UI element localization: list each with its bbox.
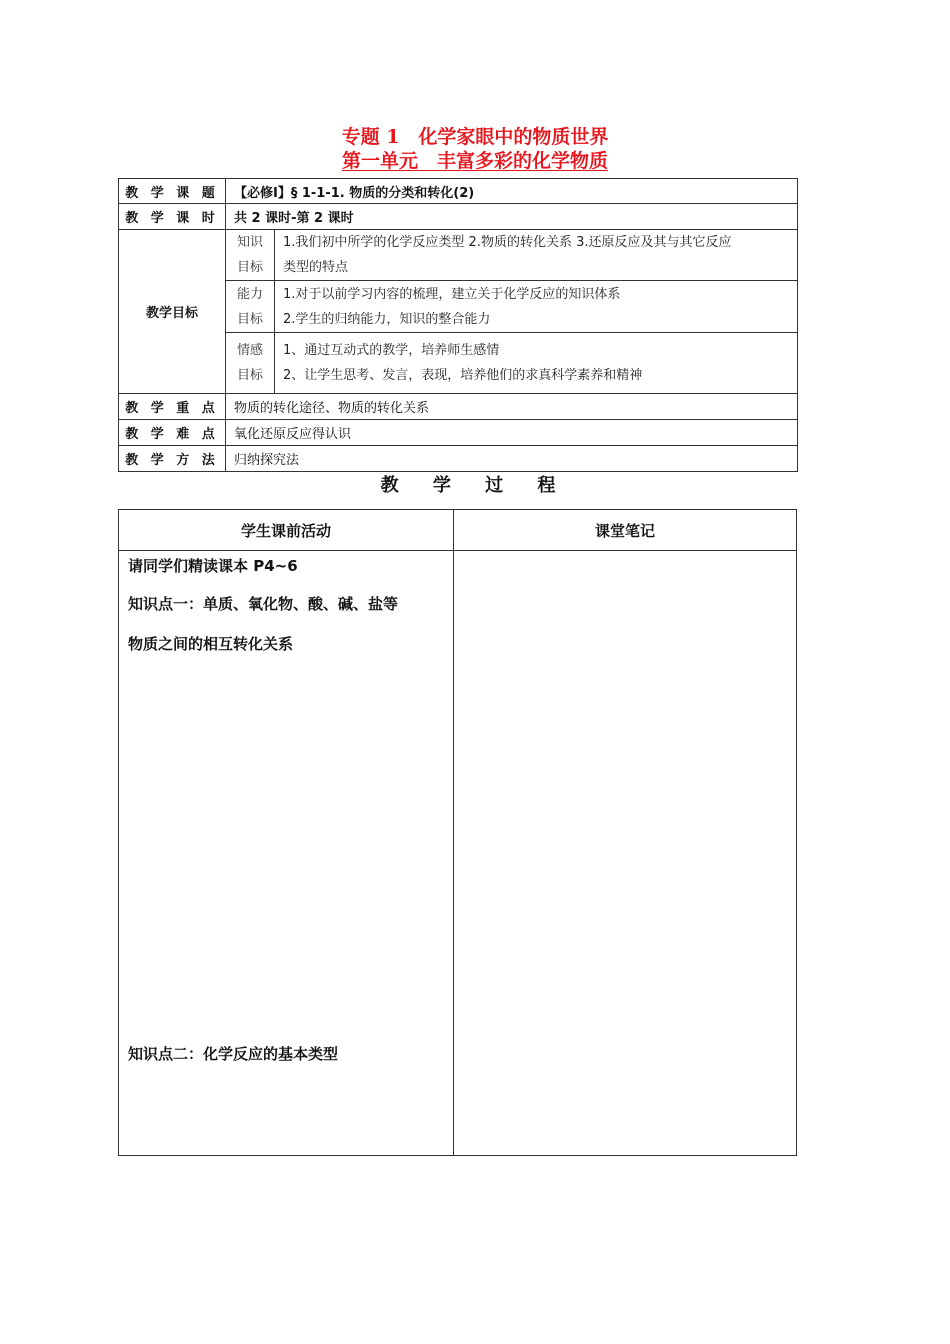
hours-row	[119, 204, 798, 230]
class-notes-header: 课堂笔记	[454, 510, 797, 551]
hours-label: 教 学 课 时	[119, 204, 226, 230]
topic-row	[119, 179, 798, 204]
method-label: 教 学 方 法	[119, 446, 226, 472]
process-heading: 教 学 过 程	[380, 475, 570, 496]
goals-label: 教学目标	[119, 230, 226, 394]
key-point-row	[119, 394, 798, 420]
knowledge-point-two: 知识点二：化学反应的基本类型	[128, 1045, 339, 1063]
goal-ability-text: 1.对于以前学习内容的梳理，建立关于化学反应的知识体系 2.学生的归纳能力，知识的整合能力	[275, 281, 798, 333]
difficulty-value: 氧化还原反应得认识	[226, 420, 798, 446]
process-header-row	[119, 510, 797, 551]
goal-knowledge-label: 知识 目标	[226, 230, 275, 281]
reading-instruction: 请同学们精读课本 P4~6	[128, 557, 298, 575]
class-notes-cell[interactable]	[454, 551, 797, 1156]
goal-ability-label: 能力 目标	[226, 281, 275, 333]
difficulty-label: 教 学 难 点	[119, 420, 226, 446]
topic-value: 【必修Ⅰ】§ 1-1-1. 物质的分类和转化(2)	[226, 179, 798, 204]
pre-class-activity-header: 学生课前活动	[119, 510, 454, 551]
method-row	[119, 446, 798, 472]
goal-knowledge-text: 1.我们初中所学的化学反应类型 2.物质的转化关系 3.还原反应及其与其它反应 类型的特点	[275, 230, 798, 281]
knowledge-point-one-cont: 物质之间的相互转化关系	[128, 635, 294, 653]
goal-emotion-text: 1、通过互动式的教学，培养师生感情 2、让学生思考、发言，表现，培养他们的求真科学素养和精神	[275, 333, 798, 394]
hours-value: 共 2 课时-第 2 课时	[226, 204, 798, 230]
lesson-info-table	[118, 178, 798, 472]
goal-row-knowledge	[119, 230, 798, 281]
doc-title-line1: 专题 1 化学家眼中的物质世界	[341, 126, 609, 148]
process-table	[118, 509, 797, 1156]
topic-label: 教 学 课 题	[119, 179, 226, 204]
knowledge-point-one: 知识点一：单质、氧化物、酸、碱、盐等	[128, 595, 399, 613]
pre-class-activity-cell	[119, 551, 454, 1156]
method-value: 归纳探究法	[226, 446, 798, 472]
process-body-row	[119, 551, 797, 1156]
goal-emotion-label: 情感 目标	[226, 333, 275, 394]
doc-title-line2: 第一单元 丰富多彩的化学物质	[341, 150, 608, 172]
key-point-value: 物质的转化途径、物质的转化关系	[226, 394, 798, 420]
key-point-label: 教 学 重 点	[119, 394, 226, 420]
difficulty-row	[119, 420, 798, 446]
